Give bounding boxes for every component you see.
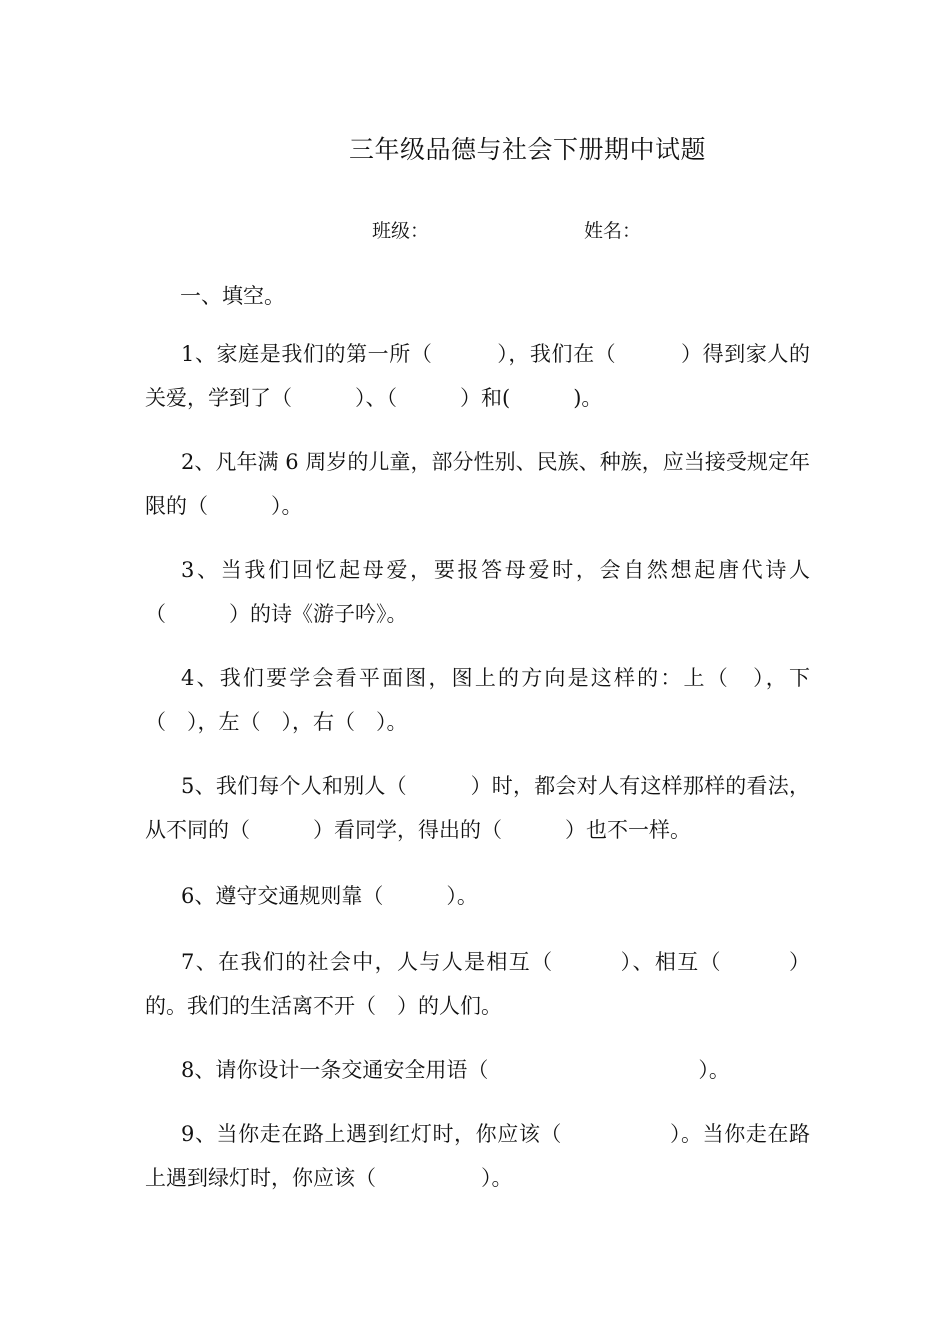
- question-8: 8、请你设计一条交通安全用语（ ）。: [181, 1058, 730, 1082]
- exam-title: 三年级品德与社会下册期中试题: [348, 135, 706, 164]
- question-1: 1、家庭是我们的第一所（ ），我们在（ ）得到家人的关爱，学到了（ ）、（ ）和( )。: [145, 342, 810, 410]
- name-label: 姓名：: [584, 220, 642, 242]
- question-4: 4、我们要学会看平面图，图上的方向是这样的：上（ ），下（ ），左（ ），右（ ）。: [145, 666, 810, 734]
- class-label: 班级：: [372, 220, 430, 242]
- question-9: 9、当你走在路上遇到红灯时，你应该（ ）。当你走在路上遇到绿灯时，你应该（ ）。: [145, 1122, 810, 1190]
- section-heading: 一、填空。: [180, 284, 285, 308]
- question-3: 3、当我们回忆起母爱，要报答母爱时，会自然想起唐代诗人（ ）的诗《游子吟》。: [145, 558, 810, 626]
- question-7: 7、在我们的社会中，人与人是相互（ ）、相互（ ）的。我们的生活离不开（ ）的人们。: [145, 950, 810, 1018]
- question-5: 5、我们每个人和别人（ ）时，都会对人有这样那样的看法，从不同的（ ）看同学，得出的（ ）也不一样。: [145, 774, 810, 842]
- question-6: 6、遵守交通规则靠（ ）。: [181, 884, 478, 908]
- question-2: 2、凡年满 6 周岁的儿童，部分性别、民族、种族，应当接受规定年限的（ ）。: [145, 450, 810, 518]
